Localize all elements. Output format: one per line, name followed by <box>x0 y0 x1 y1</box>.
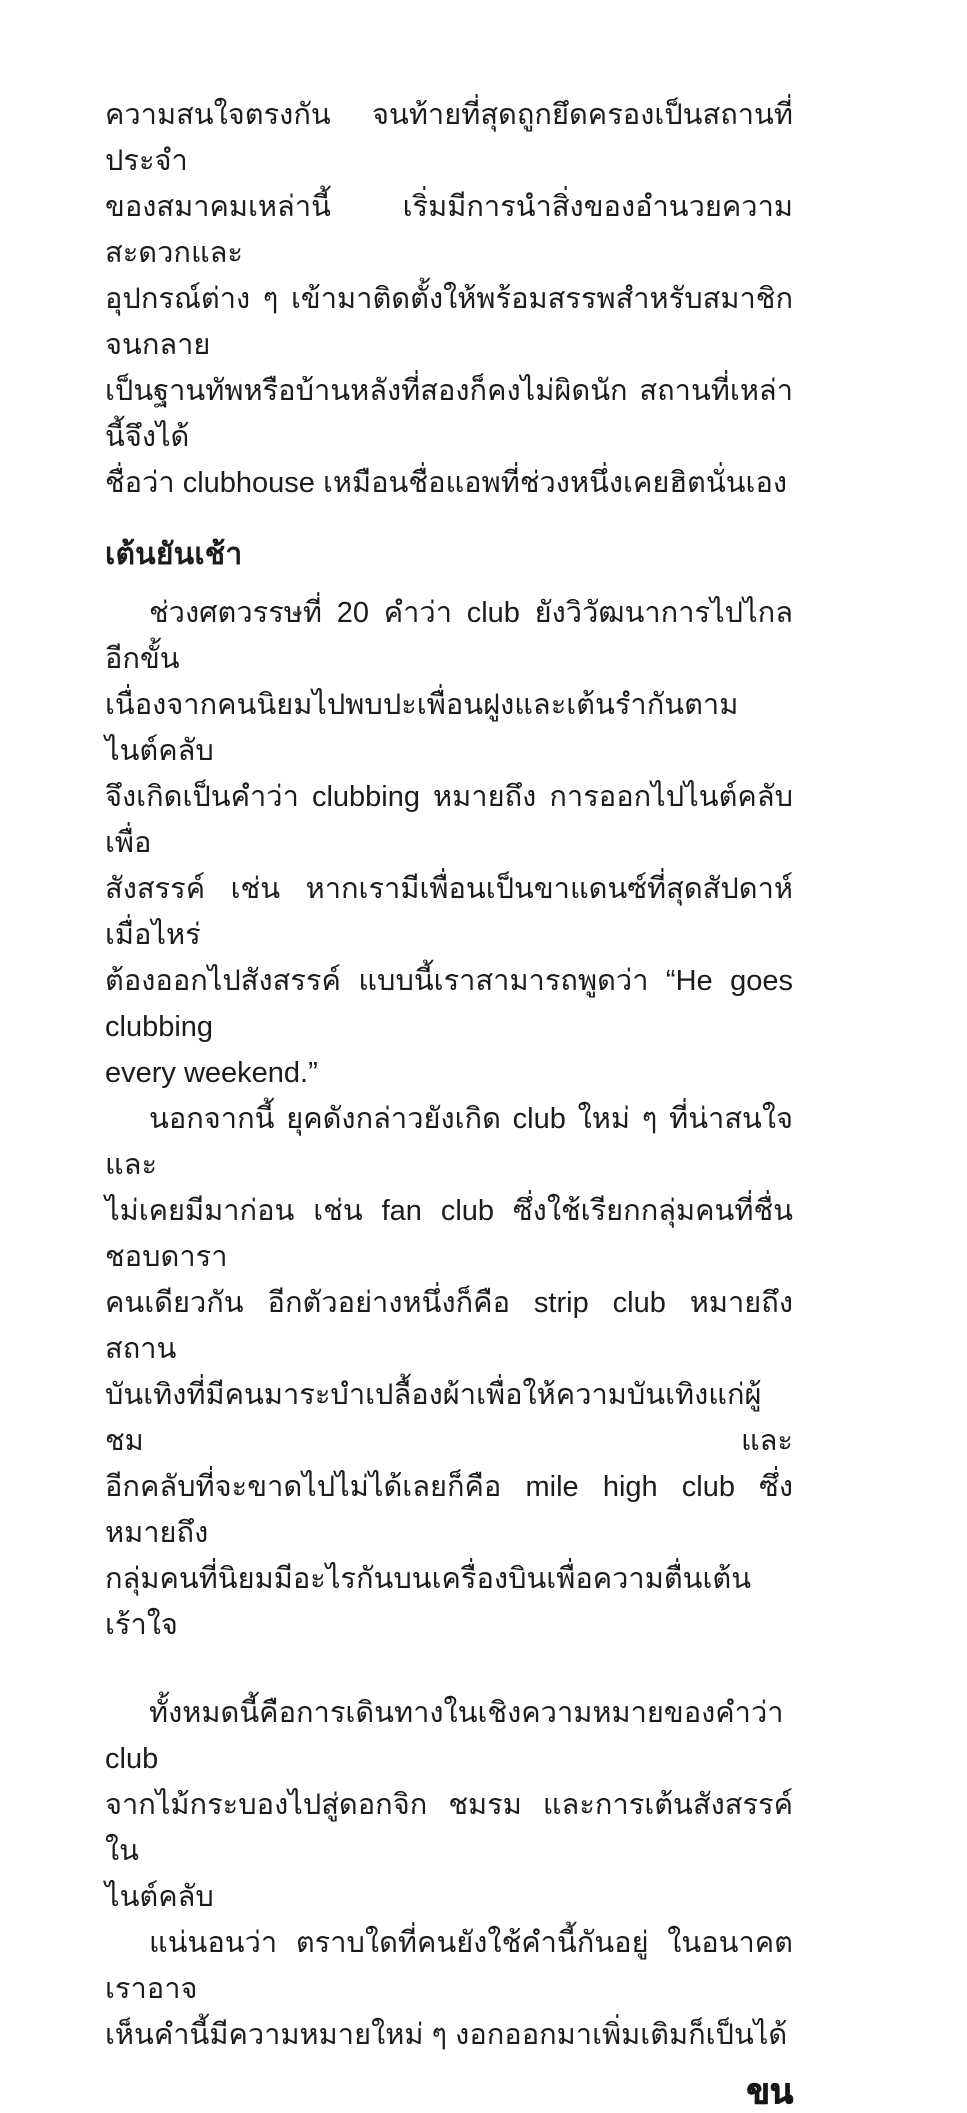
text-line: เป็นฐานทัพหรือบ้านหลังที่สองก็คงไม่ผิดนัก สถานที่เหล่านี้จึงได้ <box>105 375 793 453</box>
text-line: เห็นคำนี้มีความหมายใหม่ ๆ งอกออกมาเพิ่มเติมก็เป็นได้ <box>105 2019 788 2051</box>
text-line: จากไม้กระบองไปสู่ดอกจิก ชมรม และการเต้นสังสรรค์ใน <box>105 1789 793 1867</box>
end-mark-row <box>105 2071 793 2113</box>
text-line: ชื่อว่า clubhouse เหมือนชื่อแอพที่ช่วงหนึ่งเคยฮิตนั่นเอง <box>105 467 788 499</box>
text-line: คนเดียวกัน อีกตัวอย่างหนึ่งก็คือ strip club หมายถึง สถาน <box>105 1287 793 1365</box>
text-line: เนื่องจากคนนิยมไปพบปะเพื่อนฝูงและเต้นรำกันตามไนต์คลับ <box>105 689 739 767</box>
text-line: นอกจากนี้ ยุคดังกล่าวยังเกิด club ใหม่ ๆ ที่น่าสนใจและ <box>105 1103 793 1181</box>
text-blocks <box>105 92 793 2058</box>
text-line: ความสนใจตรงกัน จนท้ายที่สุดถูกยึดครองเป็นสถานที่ประจำ <box>105 99 793 177</box>
text-line: จึงเกิดเป็นคำว่า clubbing หมายถึง การออกไปไนต์คลับเพื่อ <box>105 781 793 859</box>
paragraph <box>105 590 793 1096</box>
text-line: อีกคลับที่จะขาดไปไม่ได้เลยก็คือ mile high club ซึ่งหมายถึง <box>105 1471 793 1549</box>
page-body <box>105 0 793 2113</box>
paragraph <box>105 1096 793 1648</box>
text-line: กลุ่มคนที่นิยมมีอะไรกันบนเครื่องบินเพื่อความตื่นเต้นเร้าใจ <box>105 1563 752 1641</box>
paragraph <box>105 92 793 506</box>
text-line: ของสมาคมเหล่านี้ เริ่มมีการนำสิ่งของอำนวยความสะดวกและ <box>105 191 793 269</box>
text-line: ต้องออกไปสังสรรค์ แบบนี้เราสามารถพูดว่า “He goes clubbing <box>105 965 793 1043</box>
text-line: แน่นอนว่า ตราบใดที่คนยังใช้คำนี้กันอยู่ ในอนาคต เราอาจ <box>105 1927 793 2005</box>
paragraph <box>105 1690 793 1920</box>
paragraph <box>105 1920 793 2058</box>
text-line: อุปกรณ์ต่าง ๆ เข้ามาติดตั้งให้พร้อมสรรพสำหรับสมาชิก จนกลาย <box>105 283 793 361</box>
text-line: every weekend.” <box>105 1057 318 1089</box>
section-heading: เต้นยันเช้า <box>105 538 243 571</box>
text-line: ทั้งหมดนี้คือการเดินทางในเชิงความหมายของคำว่า club <box>105 1697 784 1775</box>
paragraph-spacer <box>105 1648 793 1690</box>
text-line: บันเทิงที่มีคนมาระบำเปลื้องผ้าเพื่อให้ความบันเทิงแก่ผู้ชม และ <box>105 1379 793 1457</box>
chapter-end-mark-icon: ขน <box>746 2071 793 2113</box>
text-line: ช่วงศตวรรษที่ 20 คำว่า club ยังวิวัฒนาการไปไกลอีกขั้น <box>105 597 793 675</box>
text-line: สังสรรค์ เช่น หากเรามีเพื่อนเป็นขาแดนซ์ที่สุดสัปดาห์เมื่อไหร่ <box>105 873 793 951</box>
text-line: ไนต์คลับ <box>105 1881 214 1913</box>
text-line: ไม่เคยมีมาก่อน เช่น fan club ซึ่งใช้เรียกกลุ่มคนที่ชื่นชอบดารา <box>105 1195 793 1273</box>
